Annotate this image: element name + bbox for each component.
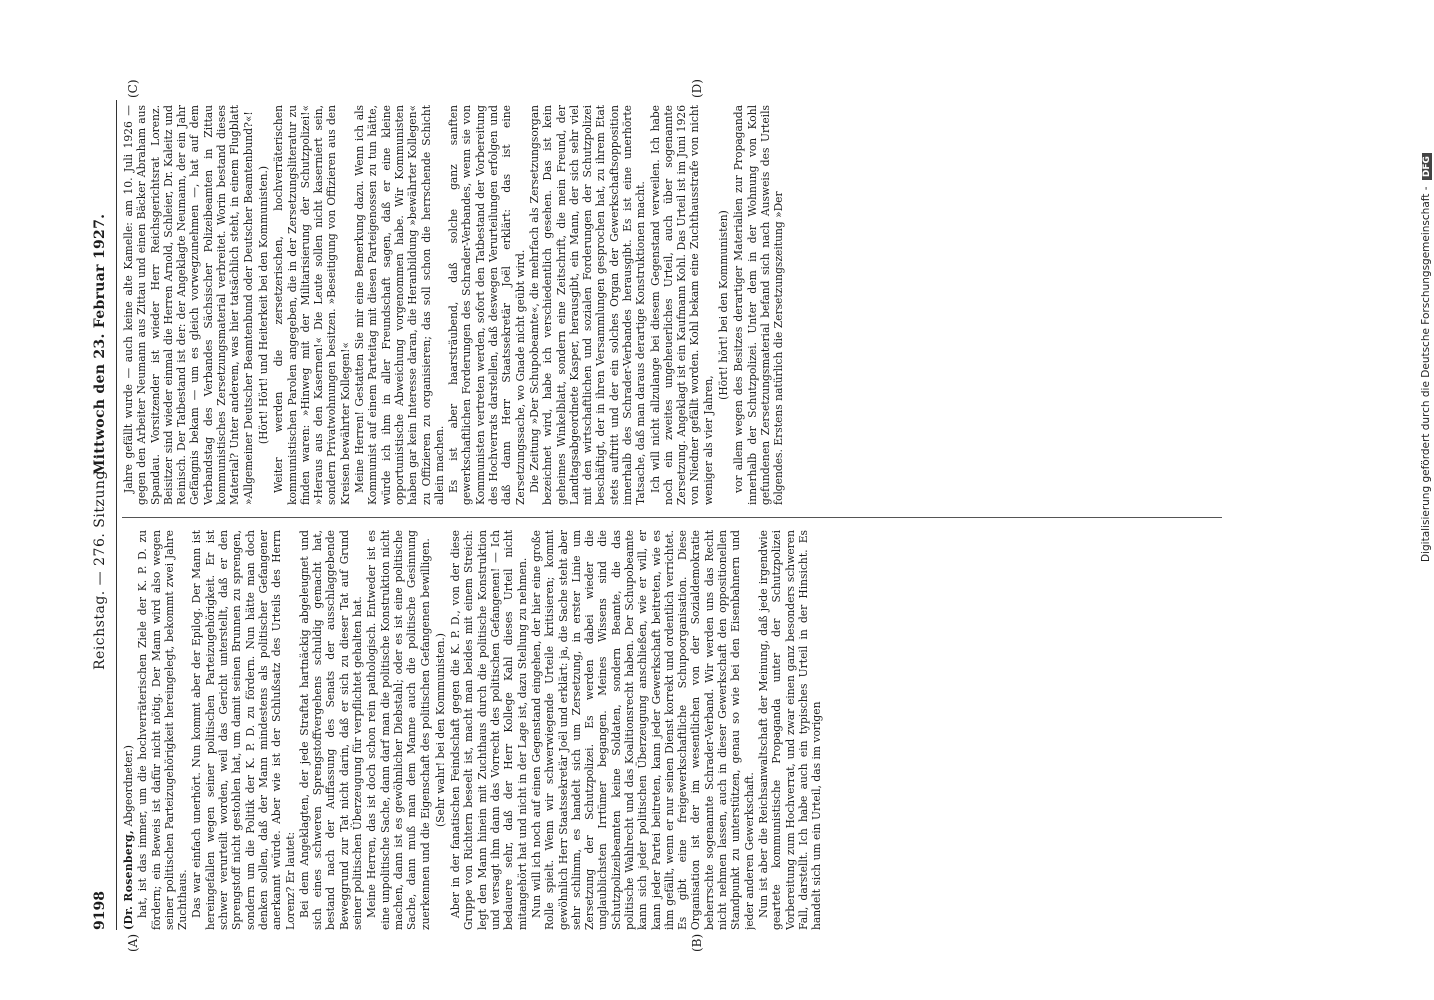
speaker-line — [122, 530, 135, 930]
left-column — [122, 530, 1232, 930]
right-column — [122, 105, 1232, 505]
digitization-notice — [1410, 12, 1430, 572]
paragraph: Es ist aber haarsträubend, daß solche ganz sanften gewerkschaftlichen Forderungen des Schrader-Verbandes, wenn sie von Kommunisten vertreten werden, sofort den Tatbestand der Vorbereitung des Hochverrats darstellen, daß deswegen Verurteilungen erfolgen und daß dann Herr Staatssekretär Joël erklärt: das ist eine Zersetzungssache, wo Gnade nicht geübt wird. — [447, 105, 527, 505]
header-rule — [116, 100, 117, 930]
dfg-logo: DFG — [1422, 153, 1432, 180]
interjection: (Hört! Hört! und Heiterkeit bei den Kommunisten.) — [256, 165, 270, 445]
paragraph: Bei dem Angeklagten, der jede Straftat hartnäckig abgeleugnet und sich eines schweren Sprengstoffvergehens schuldig gemacht hat, bestand nach der Auffassung des Senats der ausschlaggebende Beweggrund zur Tat nicht darin, daß er sich zu dieser Tat auf Grund seiner politischen Überzeugung für verpflichtet gehalten hat. — [297, 530, 365, 930]
margin-marker-b: (B) — [690, 933, 704, 952]
paragraph: Meine Herren, das ist doch schon rein pathologisch. Entweder ist es eine unpolitische Sache, dann darf man die politische Konstruktion nicht machen, dann ist es gewöhnlicher Diebstahl; oder es ist eine politische Sache, dann muß man dem Manne auch die politische Gesinnung zuerkennen und die Eigenschaft des politischen Gefangenen bewilligen. — [365, 530, 432, 930]
paragraph: Jahre gefällt wurde — auch keine alte Kamelle: am 10. Juli 1926 — gegen den Arbeiter Neumann aus Zittau und einen Bäcker Abraham aus Spandau. Vorsitzender ist wieder Herr Reichsgerichtsrat Lorenz. Beisitzer sind wieder einmal die Herren Arnold, Schleier, Dr. Kaleitz und Reinisch. Der Tatbestand ist der: der Angeklagte Neumann, der ein Jahr Gefängnis bekam — um es gleich vorwegzunehmen —, hat auf dem Verbandstag des Verbandes Sächsischer Polizeibeamten in Zittau kommunistisches Zersetzungsmaterial verbreitet. Worin bestand dieses Material? Unter anderem, was hier tatsächlich steht, in einem Flugblatt »Allgemeiner Deutscher Beamtenbund oder Deutscher Beamtenbund?«! — [122, 105, 255, 505]
paragraph: Nun ist aber die Reichsanwaltschaft der Meinung, daß jede irgendwie geartete kommunistische Propaganda unter der Schutzpolizei Vorbereitung zum Hochverrat, und zwar einen ganz besonders schweren Fall, darstellt. Ich habe auch ein typisches Urteil in der Hinsicht. Es handelt sich um ein Urteil, das im vorigen — [756, 530, 824, 930]
interjection: (Hört! hört! bei den Kommunisten) — [717, 210, 731, 400]
paragraph: Die Zeitung »Der Schupobeamte«, die mehrfach als Zersetzungsorgan bezeichnet wird, habe ich verschiedentlich gesehen. Das ist kein geheimes Winkelblatt, sondern eine Zeitschrift, die mein Freund, der Landtagsabgeordnete Kasper, herausgibt, ein Mann, der sich sehr viel mit den wirtschaftlichen und sozialen Forderungen der Schutzpolizei beschäftigt, der in ihren Versammlungen gesprochen hat, zu ihrem Etat stets auftritt und der ein solches Organ der Gewerkschaftsopposition innerhalb des Schrader-Verbandes herausgibt. Es ist eine unerhörte Tatsache, daß man daraus derartige Konstruktionen macht. — [527, 105, 648, 505]
session-title: Reichstag. — 276. Sitzung. — [92, 465, 108, 670]
scanned-page — [90, 79, 1240, 952]
margin-marker-d: (D) — [690, 79, 704, 98]
paragraph: vor allem wegen des Besitzes derartiger Materialien zur Propaganda innerhalb der Schutzpolizei. Unter dem in der Wohnung von Kohl gefundenen Zersetzungsmaterial befand sich nach Ausweis des Urteils folgendes. Erstens natürlich die Zersetzungszeitung »Der — [732, 105, 786, 505]
margin-marker-a: (A) — [126, 933, 140, 952]
paragraph: Nun will ich noch auf einen Gegenstand eingehen, der hier eine große Rolle spielt. Wenn wir schwerwiegende Urteile kritisieren; kommt gewöhnlich Herr Staatssekretär Joël und erklärt: ja, die Sache steht aber sehr schlimm, es handelt sich um Zersetzung, in erster Linie um Zersetzung der Schutzpolizei. Es werden dabei wieder die unglaublichsten Irrtümer begangen. Meines Wissens sind die Schutzpolizeibeamten keine Soldaten, sondern Beamte, die das politische Wahlrecht und das Koalitionsrecht haben. Der Schupobeamte kann sich jeder politischen Überzeugung anschließen, wie er will, er kann jeder Partei beitreten, kann jeder Gewerkschaft beitreten, wie es ihm gefällt, wenn er nur seinen Dienst korrekt und ordentlich verrichtet. Es gibt eine freigewerkschaftliche Schupoorganisation. Diese Organisation ist der im wesentlichen von der Sozialdemokratie beherrschte sogenannte Schrader-Verband. Wir werden uns das Recht nicht nehmen lassen, auch in dieser Gewerkschaft den oppositionellen Standpunkt zu unterstützen, genau so wie bei den Eisenbahnern und jeder anderen Gewerkschaft. — [529, 530, 756, 930]
paragraph: Meine Herren! Gestatten Sie mir eine Bemerkung dazu. Wenn ich als Kommunist auf einem Parteitag mit diesen Parteigenossen zu tun hätte, würde ich ihm in aller Freundschaft sagen, daß er eine kleine opportunistische Abweichung vorgenommen habe. Wir Kommunisten haben gar kein Interesse daran, die Heranbildung »bewährter Kollegen« zu Offizieren zu organisieren; das soll schon die herrschende Schicht allein machen. — [353, 105, 446, 505]
digitization-text: Digitalisierung gefördert durch die Deutsche Forschungsgemeinschaft - — [1420, 186, 1432, 562]
margin-marker-c: (C) — [126, 79, 140, 98]
paragraph: hat, ist das immer, um die hochverräterischen Ziele der K. P. D. zu fördern; ein Beweis ist dafür nicht nötig. Der Mann wird also wegen seiner politischen Parteizugehörigkeit hereingelegt, bekommt zwei Jahre Zuchthaus. — [136, 530, 190, 930]
speaker-name: (Dr. Rosenberg, — [122, 829, 135, 930]
interjection: (Sehr wahr! bei den Kommunisten.) — [433, 633, 447, 827]
page-number: 9198 — [92, 891, 108, 930]
paragraph: Aber in der fanatischen Feindschaft gegen die K. P. D., von der diese Gruppe von Richtern beseelt ist, macht man beides mit einem Streich: legt den Mann hinein mit Zuchthaus durch die politische Konstruktion und versagt ihm dann das Vorrecht des politischen Gefangenen! — Ich bedauere sehr, daß der Herr Kollege Kahl dieses Urteil nicht mitangehört hat und nicht in der Lage ist, dazu Stellung zu nehmen. — [449, 530, 529, 930]
paragraph: Ich will nicht allzulange bei diesem Gegenstand verweilen. Ich habe noch ein zweites ungeheuerliches Urteil, auch über sogenannte Zersetzung. Angeklagt ist ein Kaufmann Kohl. Das Urteil ist im Juni 1926 von Niedner gefällt worden. Kohl bekam eine Zuchthausstrafe von nicht weniger als vier Jahren, — [648, 105, 715, 505]
speaker-role: Abgeordneter.) — [122, 745, 135, 830]
page-header — [90, 100, 116, 930]
paragraph: Weiter werden die zersetzerischen, hochverräterischen kommunistischen Parolen angegeben, die in der Zersetzungsliteratur zu finden waren: »Hinweg mit der Militarisierung der Schutzpolizei!« »Heraus aus den Kasernen!« Die Leute sollen nicht kaserniert sein, sondern Privatwohnungen besitzen. »Beseitigung von Offizieren aus den Kreisen bewährter Kollegen!« — [272, 105, 352, 505]
session-date: Mittwoch den 23. Februar 1927. — [92, 213, 108, 475]
paragraph: Das war einfach unerhört. Nun kommt aber der Epilog. Der Mann ist hereingefallen wegen seiner politischen Parteizugehörigkeit. Er ist schwer verurteilt worden, weil das Gericht unterstellt, daß er den Sprengstoff nicht gestohlen hat, um damit seinen Brunnen zu sprengen, sondern um die Politik der K. P. D. zu fördern. Nun hätte man doch denken sollen, daß der Mann mindestens als politischer Gefangener anerkannt würde. Aber wie ist der Schlußsatz des Urteils des Herrn Lorenz? Er lautet: — [190, 530, 297, 930]
column-divider — [122, 517, 1222, 518]
